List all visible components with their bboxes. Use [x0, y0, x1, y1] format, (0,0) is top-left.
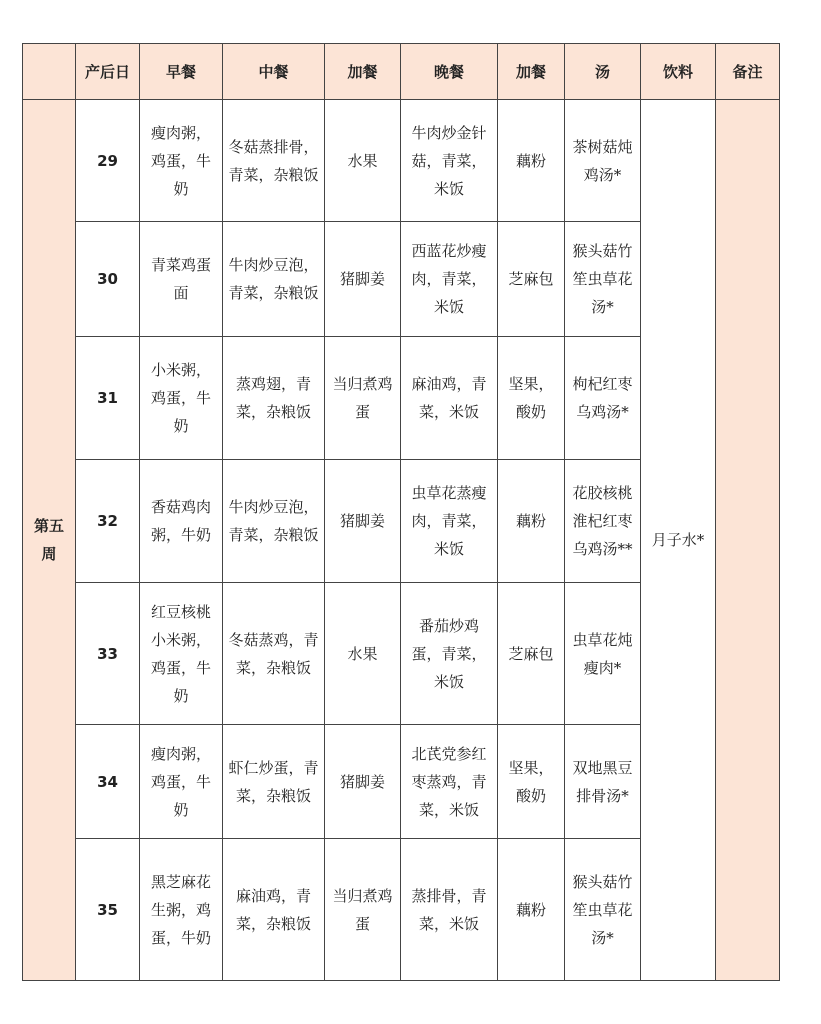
meal-table-body — [23, 100, 780, 981]
lunch-cell: 牛肉炒豆泡，青菜，杂粮饭 — [223, 222, 325, 337]
snack-2-cell: 藕粉 — [498, 839, 565, 981]
soup-cell: 猴头菇竹笙虫草花汤* — [565, 222, 641, 337]
day-cell: 31 — [76, 337, 140, 460]
breakfast-cell: 小米粥，鸡蛋，牛奶 — [140, 337, 223, 460]
snack-2-cell: 芝麻包 — [498, 583, 565, 725]
breakfast-cell: 青菜鸡蛋面 — [140, 222, 223, 337]
header-snack-2: 加餐 — [498, 44, 565, 100]
header-snack-1: 加餐 — [325, 44, 401, 100]
breakfast-cell: 红豆核桃小米粥，鸡蛋，牛奶 — [140, 583, 223, 725]
lunch-cell: 虾仁炒蛋，青菜，杂粮饭 — [223, 725, 325, 839]
snack-1-cell: 猪脚姜 — [325, 222, 401, 337]
drink-cell: 月子水* — [641, 100, 716, 981]
dinner-cell: 蒸排骨，青菜，米饭 — [401, 839, 498, 981]
snack-1-cell: 水果 — [325, 100, 401, 222]
breakfast-cell: 瘦肉粥，鸡蛋，牛奶 — [140, 725, 223, 839]
lunch-cell: 蒸鸡翅，青菜，杂粮饭 — [223, 337, 325, 460]
dinner-cell: 麻油鸡，青菜，米饭 — [401, 337, 498, 460]
day-cell: 34 — [76, 725, 140, 839]
table-row — [23, 100, 780, 222]
dinner-cell: 北芪党参红枣蒸鸡，青菜，米饭 — [401, 725, 498, 839]
breakfast-cell: 香菇鸡肉粥，牛奶 — [140, 460, 223, 583]
header-blank — [23, 44, 76, 100]
soup-cell: 双地黑豆排骨汤* — [565, 725, 641, 839]
meal-plan-table — [22, 43, 780, 981]
snack-1-cell: 当归煮鸡蛋 — [325, 337, 401, 460]
notes-cell — [716, 100, 780, 981]
day-cell: 33 — [76, 583, 140, 725]
header-lunch: 中餐 — [223, 44, 325, 100]
snack-2-cell: 藕粉 — [498, 460, 565, 583]
day-cell: 30 — [76, 222, 140, 337]
header-day: 产后日 — [76, 44, 140, 100]
lunch-cell: 牛肉炒豆泡，青菜，杂粮饭 — [223, 460, 325, 583]
header-drink: 饮料 — [641, 44, 716, 100]
snack-1-cell: 当归煮鸡蛋 — [325, 839, 401, 981]
snack-1-cell: 猪脚姜 — [325, 725, 401, 839]
breakfast-cell: 黑芝麻花生粥，鸡蛋，牛奶 — [140, 839, 223, 981]
soup-cell: 枸杞红枣乌鸡汤* — [565, 337, 641, 460]
header-dinner: 晚餐 — [401, 44, 498, 100]
lunch-cell: 麻油鸡，青菜，杂粮饭 — [223, 839, 325, 981]
soup-cell: 茶树菇炖鸡汤* — [565, 100, 641, 222]
day-cell: 29 — [76, 100, 140, 222]
day-cell: 32 — [76, 460, 140, 583]
snack-2-cell: 坚果，酸奶 — [498, 725, 565, 839]
header-notes: 备注 — [716, 44, 780, 100]
soup-cell: 花胶核桃淮杞红枣乌鸡汤** — [565, 460, 641, 583]
snack-1-cell: 猪脚姜 — [325, 460, 401, 583]
snack-2-cell: 芝麻包 — [498, 222, 565, 337]
lunch-cell: 冬菇蒸鸡，青菜，杂粮饭 — [223, 583, 325, 725]
dinner-cell: 番茄炒鸡蛋，青菜，米饭 — [401, 583, 498, 725]
header-breakfast: 早餐 — [140, 44, 223, 100]
snack-1-cell: 水果 — [325, 583, 401, 725]
breakfast-cell: 瘦肉粥，鸡蛋，牛奶 — [140, 100, 223, 222]
lunch-cell: 冬菇蒸排骨，青菜，杂粮饭 — [223, 100, 325, 222]
soup-cell: 虫草花炖瘦肉* — [565, 583, 641, 725]
header-soup: 汤 — [565, 44, 641, 100]
dinner-cell: 虫草花蒸瘦肉，青菜，米饭 — [401, 460, 498, 583]
dinner-cell: 牛肉炒金针菇，青菜，米饭 — [401, 100, 498, 222]
dinner-cell: 西蓝花炒瘦肉，青菜，米饭 — [401, 222, 498, 337]
snack-2-cell: 藕粉 — [498, 100, 565, 222]
day-cell: 35 — [76, 839, 140, 981]
soup-cell: 猴头菇竹笙虫草花汤* — [565, 839, 641, 981]
snack-2-cell: 坚果，酸奶 — [498, 337, 565, 460]
header-row — [23, 44, 780, 100]
week-label: 第五周 — [23, 100, 76, 981]
